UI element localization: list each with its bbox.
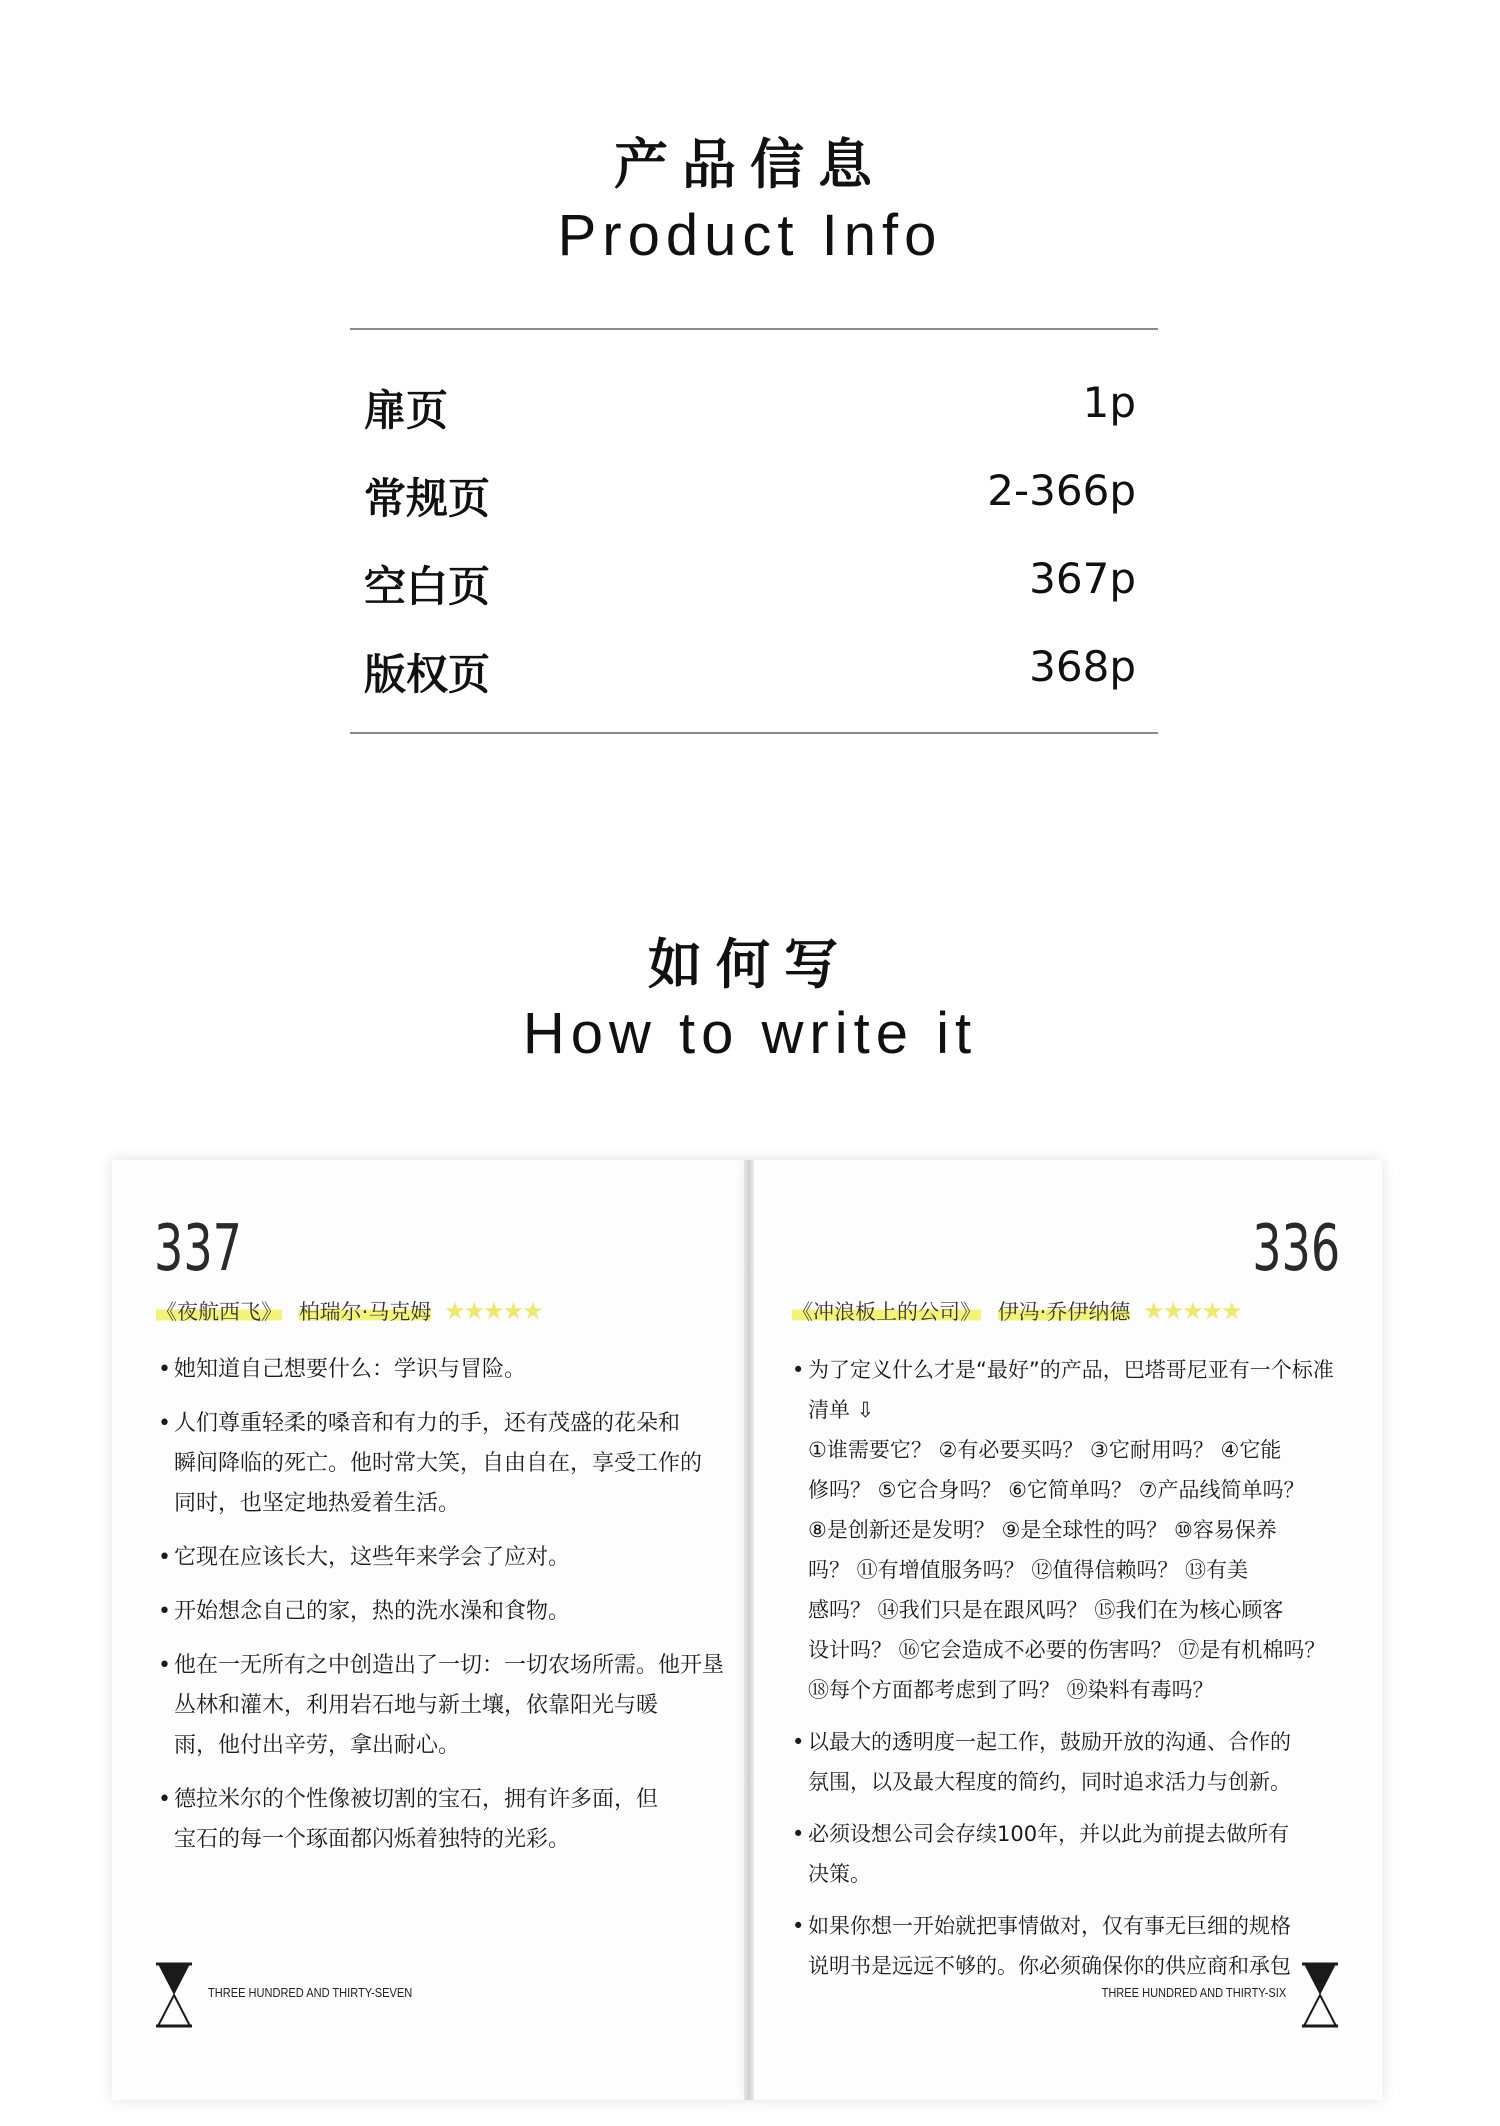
info-label: 版权页 <box>364 650 491 699</box>
hourglass-icon <box>1302 1962 1338 2028</box>
note-bullet <box>792 1722 1291 1802</box>
note-line: 吗？ ⑪有增值服务吗？ ⑫值得信赖吗？ ⑬有美 <box>808 1558 1249 1582</box>
bullet-dot: • <box>792 1730 805 1754</box>
page-footer-label: THREE HUNDRED AND THIRTY-SEVEN <box>208 1985 413 2000</box>
note-bullet <box>158 1350 527 1390</box>
how-to-write-title-en: How to write it <box>522 1001 978 1066</box>
info-value: 1p <box>1082 378 1136 427</box>
book-title: 《夜航西飞》 <box>156 1300 282 1324</box>
left-page <box>112 1160 748 2100</box>
note-bullet <box>158 1780 659 1860</box>
info-label: 常规页 <box>364 474 491 523</box>
book-author: 伊冯·乔伊纳德 <box>997 1300 1131 1324</box>
info-label: 空白页 <box>364 562 491 611</box>
book-title-line <box>156 1296 542 1326</box>
note-line: 瞬间降临的死亡。他时常大笑，自由自在，享受工作的 <box>174 1451 703 1476</box>
note-bullet <box>158 1404 703 1524</box>
bullet-dot: • <box>158 1357 171 1382</box>
note-bullet <box>158 1646 725 1766</box>
bullet-dot: • <box>158 1545 171 1570</box>
hourglass-icon <box>156 1962 192 2028</box>
page-number: 336 <box>1252 1212 1340 1286</box>
how-to-write-title-cn: 如何写 <box>648 933 852 996</box>
note-line: 宝石的每一个琢面都闪烁着独特的光彩。 <box>174 1827 571 1852</box>
bullet-dot: • <box>158 1653 171 1678</box>
book-gutter <box>744 1160 754 2100</box>
book-title-line <box>792 1296 1241 1326</box>
note-bullet <box>158 1538 571 1578</box>
note-bullet <box>158 1592 571 1632</box>
rating-stars: ★★★★★ <box>1143 1297 1241 1325</box>
note-line: 以最大的透明度一起工作，鼓励开放的沟通、合作的 <box>808 1730 1291 1754</box>
info-row-regular-pages <box>364 466 1136 526</box>
note-line: ①谁需要它？ ②有必要买吗？ ③它耐用吗？ ④它能 <box>808 1438 1282 1462</box>
book-author: 柏瑞尔·马克姆 <box>298 1300 432 1324</box>
note-line: 德拉米尔的个性像被切割的宝石，拥有许多面，但 <box>174 1787 659 1812</box>
info-label: 扉页 <box>364 386 449 435</box>
note-line: 清单 ⇩ <box>808 1398 875 1422</box>
product-info-title-cn: 产品信息 <box>614 133 886 196</box>
product-info-title-en: Product Info <box>557 203 943 268</box>
note-line: 开始想念自己的家，热的洗水澡和食物。 <box>174 1599 571 1624</box>
note-line: 决策。 <box>808 1862 871 1886</box>
divider-bottom <box>350 732 1158 734</box>
info-row-title-page <box>364 378 1136 438</box>
page-number: 337 <box>154 1212 242 1286</box>
note-line: 感吗？ ⑭我们只是在跟风吗？ ⑮我们在为核心顾客 <box>808 1598 1284 1622</box>
bullet-dot: • <box>792 1914 805 1938</box>
note-bullet <box>792 1906 1291 1986</box>
info-value: 2-366p <box>987 466 1136 515</box>
note-line: 他在一无所有之中创造出了一切：一切农场所需。他开垦 <box>174 1653 725 1678</box>
info-row-blank-page <box>364 554 1136 614</box>
bullet-dot: • <box>158 1787 171 1812</box>
note-bullet <box>792 1814 1290 1894</box>
book-title: 《冲浪板上的公司》 <box>792 1300 981 1324</box>
page-footer-label: THREE HUNDRED AND THIRTY-SIX <box>1101 1985 1286 2000</box>
note-line: 雨，他付出辛劳，拿出耐心。 <box>174 1733 461 1758</box>
bullet-dot: • <box>158 1411 171 1436</box>
book-spread <box>112 1160 1382 2100</box>
info-value: 368p <box>1029 642 1136 691</box>
note-line: 它现在应该长大，这些年来学会了应对。 <box>174 1545 571 1570</box>
note-line: 设计吗？ ⑯它会造成不必要的伤害吗？ ⑰是有机棉吗？ <box>808 1638 1326 1662</box>
note-line: 如果你想一开始就把事情做对，仅有事无巨细的规格 <box>808 1914 1291 1938</box>
note-line: 说明书是远远不够的。你必须确保你的供应商和承包 <box>808 1954 1291 1978</box>
note-line: 人们尊重轻柔的嗓音和有力的手，还有茂盛的花朵和 <box>174 1411 681 1436</box>
right-page <box>748 1160 1382 2100</box>
note-line: 她知道自己想要什么：学识与冒险。 <box>174 1357 527 1382</box>
note-line: ⑧是创新还是发明？ ⑨是全球性的吗？ ⑩容易保养 <box>808 1518 1277 1542</box>
bullet-dot: • <box>158 1599 171 1624</box>
rating-stars: ★★★★★ <box>444 1297 542 1325</box>
info-value: 367p <box>1029 554 1136 603</box>
bullet-dot: • <box>792 1358 805 1382</box>
bullet-dot: • <box>792 1822 805 1846</box>
divider-top <box>350 328 1158 330</box>
note-line: 为了定义什么才是“最好”的产品，巴塔哥尼亚有一个标准 <box>808 1358 1334 1382</box>
note-line: 同时，也坚定地热爱着生活。 <box>174 1491 461 1516</box>
note-line: 必须设想公司会存续100年，并以此为前提去做所有 <box>808 1822 1290 1846</box>
info-row-copyright-page <box>364 642 1136 702</box>
note-line: 丛林和灌木，利用岩石地与新土壤，依靠阳光与暖 <box>174 1693 659 1718</box>
note-line: ⑱每个方面都考虑到了吗？ ⑲染料有毒吗？ <box>808 1678 1214 1702</box>
note-line: 修吗？ ⑤它合身吗？ ⑥它简单吗？ ⑦产品线简单吗？ <box>808 1478 1305 1502</box>
note-bullet <box>792 1350 1334 1710</box>
note-line: 氛围，以及最大程度的简约，同时追求活力与创新。 <box>808 1770 1291 1794</box>
